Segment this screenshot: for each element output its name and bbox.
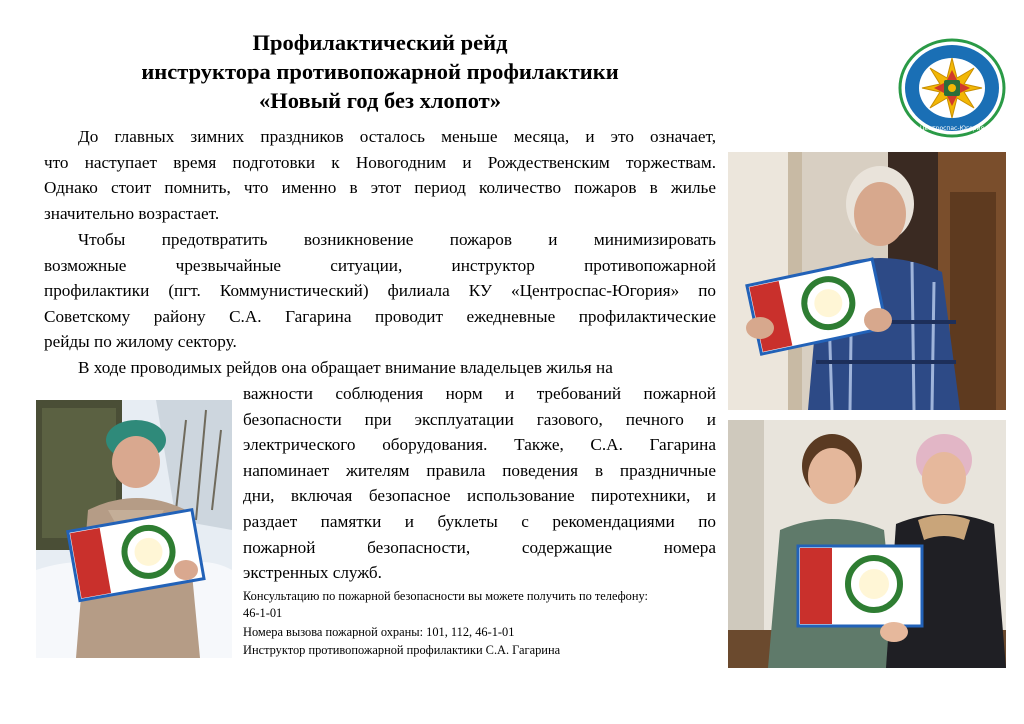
text-line: В ходе проводимых рейдов она обращает внимание владельцев жилья на	[78, 358, 613, 377]
text-line: электрического оборудования. Также, С.А. Гагарина	[243, 435, 716, 455]
elderly-man-photo-icon	[728, 152, 1006, 410]
text-line: дни, включая безопасное использование пиротехники, и	[243, 486, 716, 506]
text-line: До главных зимних праздников осталось меньше месяца, и это означает,	[78, 127, 716, 146]
title-line-1: Профилактический рейд	[252, 30, 508, 55]
page-title	[60, 28, 700, 115]
text-line: рейды по жилому сектору.	[44, 332, 237, 352]
text-line: напоминает жителям правила поведения в праздничные	[243, 460, 716, 480]
text-line: важности соблюдения норм и требований пожарной	[243, 384, 716, 403]
text-line: раздает памятки и буклеты с рекомендациями по	[243, 511, 716, 531]
elderly-woman-photo-icon	[36, 400, 232, 658]
text-line: значительно возрастает.	[44, 203, 220, 223]
title-line-3: «Новый год без хлопот»	[259, 88, 501, 113]
text-line: Советскому району С.А. Гагарина проводит ежедневные профилактические	[44, 306, 716, 326]
consult-phone: 46-1-01	[243, 606, 283, 620]
svg-text:«Центроспас-Югория»: «Центроспас-Югория»	[916, 125, 988, 132]
paragraph-raids	[243, 381, 716, 560]
photo-elderly-woman	[36, 400, 232, 658]
text-line: безопасности при эксплуатации газового, печного и	[243, 409, 716, 429]
paragraph-raids-first-line	[44, 355, 716, 381]
text-line: Чтобы предотвратить возникновение пожаров и минимизировать	[78, 230, 716, 249]
centrospas-logo-icon	[898, 38, 1006, 138]
text-line: пожарной безопасности, содержащие номера	[243, 537, 716, 557]
text-line: что наступает время подготовки к Новогодним и Рождественским торжествам.	[44, 152, 716, 172]
emergency-numbers: Номера вызова пожарной охраны: 101, 112, 46-1-01	[243, 625, 515, 639]
text-line: Однако стоит помнить, что именно в этот период количество пожаров в жилье	[44, 178, 716, 198]
title-line-2: инструктора противопожарной профилактики	[141, 59, 619, 84]
paragraph-intro	[44, 124, 716, 226]
text-line: профилактики (пгт. Коммунистический) филиала КУ «Центроспас-Югория» по	[44, 281, 716, 301]
text-line: возможные чрезвычайные ситуации, инструктор противопожарной	[44, 255, 716, 275]
two-women-photo-icon	[728, 420, 1006, 668]
text-line: экстренных служб.	[243, 563, 382, 582]
paragraph-raids-last-line	[243, 560, 716, 586]
consult-text: Консультацию по пожарной безопасности вы можете получить по телефону:	[243, 589, 648, 603]
photo-two-women	[728, 420, 1006, 668]
photo-elderly-man	[728, 152, 1006, 410]
paragraph-prevention	[44, 227, 716, 355]
signature: Инструктор противопожарной профилактики С.А. Гагарина	[243, 643, 561, 657]
